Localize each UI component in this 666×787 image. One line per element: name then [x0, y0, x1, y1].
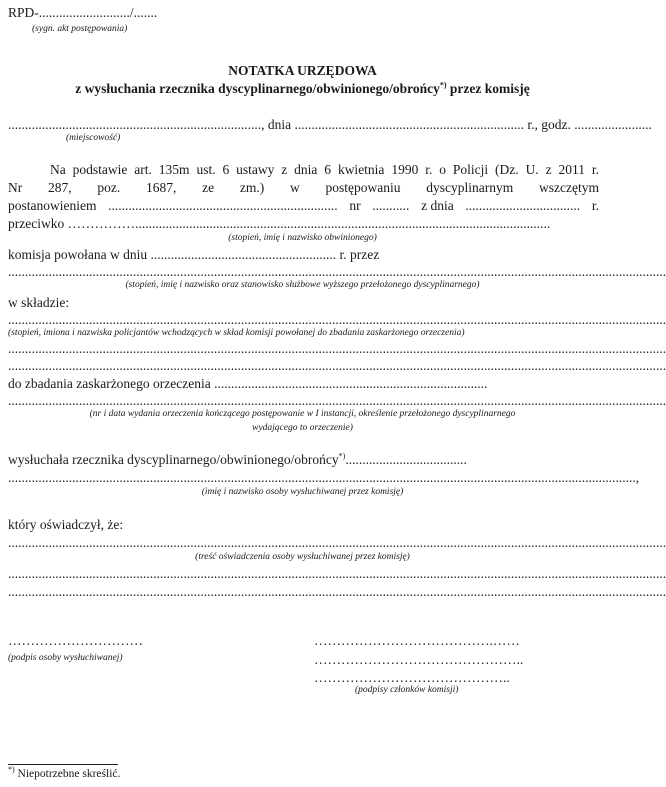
composition-dotline-1: ................................................................................................................................................................................................... — [8, 312, 666, 327]
subtitle-footnote-mark: *) — [439, 80, 447, 90]
time-dots: ...................... — [574, 117, 649, 132]
p1-word: 1990 — [391, 162, 419, 177]
case-dots-1: ........................... — [38, 5, 130, 20]
paragraph-line-3 — [8, 199, 599, 213]
case-slash: / — [129, 5, 134, 20]
statement-dotline-2: ................................................................................................................................................................................................... — [8, 566, 666, 581]
p2-word: 287, — [48, 180, 72, 195]
p2-word: 1687, — [146, 180, 177, 195]
signature-member-2-dots: ……………………………………….. — [314, 652, 524, 667]
place-dots: ........................................................................... — [8, 117, 262, 132]
footnote-mark: *) — [8, 765, 15, 775]
signature-heard-dots: ………………………… — [8, 633, 143, 648]
subtitle-suffix: przez komisję — [449, 81, 530, 96]
ruling-line — [8, 377, 488, 391]
composition-dotline-3: ................................................................................................................................................................................................... — [8, 358, 666, 373]
p1-word: podstawie — [72, 162, 128, 177]
ruling-dotline: ................................................................................................................................................................................................... — [8, 393, 666, 408]
signature-members-caption: (podpisy członków komisji) — [355, 685, 459, 695]
case-dots-2: ....... — [133, 5, 158, 20]
p1-word: dnia — [294, 162, 318, 177]
footnote — [8, 765, 121, 781]
heard-cont-dots: .......................................................................................................................................................................................... — [8, 470, 636, 485]
p1-word: 2011 — [558, 162, 585, 177]
decision-date-label: z dnia — [421, 198, 454, 213]
signature-heard-caption: (podpis osoby wysłuchiwanej) — [8, 653, 123, 663]
p1-word: kwietnia — [337, 162, 385, 177]
heard-dots: .................................... — [345, 452, 467, 467]
superior-caption: (stopień, imię i nazwisko oraz stanowisko służbowe wyższego przełożonego dyscyplinarnego) — [125, 280, 480, 290]
time-end-dot: . — [648, 117, 652, 132]
committee-label: komisja powołana w dniu — [8, 247, 148, 262]
p2-word: ze — [202, 180, 215, 195]
paragraph-line-2 — [8, 181, 599, 195]
p1-word: z — [545, 162, 552, 177]
heard-caption: (imię i nazwisko osoby wysłuchiwanej przez komisję) — [201, 487, 404, 497]
document-title: NOTATKA URZĘDOWA — [228, 63, 377, 78]
p1-word: r. — [591, 162, 599, 177]
p1-word: 135m — [158, 162, 190, 177]
p2-word: postępowaniu — [325, 180, 401, 195]
against-dots-2: ........................................................................................................................... — [135, 216, 551, 231]
ruling-label: do zbadania zaskarżonego orzeczenia — [8, 376, 211, 391]
place-date-line — [8, 117, 652, 132]
time-label: r., godz. — [527, 117, 571, 132]
against-dots: …………… — [67, 216, 136, 231]
decision-number-dots: ........... — [372, 198, 410, 213]
paragraph-line-4 — [8, 217, 550, 231]
against-label: przeciwko — [8, 216, 65, 231]
statement-label: który oświadczył, że: — [8, 517, 124, 532]
p1-word: Na — [50, 162, 66, 177]
p2-word: poz. — [97, 180, 121, 195]
heard-dotline — [8, 470, 640, 485]
ruling-caption-line-2: wydającego to orzeczenie) — [252, 423, 353, 433]
p1-word: art. — [134, 162, 152, 177]
heard-footnote-mark: *) — [338, 451, 346, 461]
p2-word: dyscyplinarnym — [426, 180, 514, 195]
p1-word: o — [439, 162, 446, 177]
document-subtitle — [0, 82, 605, 96]
case-prefix: RPD- — [8, 5, 39, 20]
p1-word: U. — [525, 162, 539, 177]
decision-date-dots: .................................. — [465, 198, 581, 213]
p2-word: Nr — [8, 180, 23, 195]
accused-caption: (stopień, imię i nazwisko obwinionego) — [228, 233, 377, 243]
p1-word: (Dz. — [495, 162, 519, 177]
composition-label: w składzie: — [8, 295, 70, 310]
date-dots: .................................................................... — [294, 117, 524, 132]
decision-number-label: nr — [349, 198, 361, 213]
decision-r-label: r. — [591, 198, 599, 213]
p1-word: 6 — [324, 162, 332, 177]
statement-caption: (treść oświadczenia osoby wysłuchiwanej przez komisję) — [195, 552, 410, 562]
p1-word: z — [281, 162, 288, 177]
committee-by-label: r. przez — [339, 247, 380, 262]
subtitle-text: z wysłuchania rzecznika dyscyplinarnego/obwinionego/obrońcy — [75, 81, 440, 96]
heard-label: wysłuchała rzecznika dyscyplinarnego/obwinionego/obrońcy — [8, 452, 339, 467]
statement-dotline-3: ................................................................................................................................................................................................... — [8, 584, 666, 599]
superior-dotline: ................................................................................................................................................................................................... — [8, 264, 666, 279]
p2-word: zm.) — [239, 180, 265, 195]
composition-dotline-2: ................................................................................................................................................................................................... — [8, 341, 666, 356]
committee-line — [8, 248, 379, 262]
decision-label: postanowieniem — [8, 198, 97, 213]
heard-cont-comma: , — [635, 470, 640, 485]
p1-word: ustawy — [236, 162, 275, 177]
signature-member-1-dots: ………………………………….…… — [314, 633, 520, 648]
ruling-caption-line-1: (nr i data wydania orzeczenia kończącego postępowanie w I instancji, określenie przełożonego dyscyplinarnego — [89, 409, 516, 419]
p2-word: w — [289, 180, 300, 195]
footnote-text: Niepotrzebne skreślić. — [17, 768, 121, 780]
p2-word: wszczętym — [538, 180, 599, 195]
heard-line — [8, 453, 467, 467]
paragraph-line-1 — [50, 163, 599, 177]
case-reference-caption: (sygn. akt postępowania) — [32, 24, 128, 34]
p1-word: Policji — [452, 162, 489, 177]
footnote-divider — [8, 764, 118, 765]
decision-dots: .................................................................... — [108, 198, 338, 213]
statement-dotline-1: ................................................................................................................................................................................................... — [8, 535, 666, 550]
p1-word: r. — [425, 162, 433, 177]
place-caption: (miejscowość) — [66, 133, 121, 143]
p1-word: 6 — [222, 162, 230, 177]
committee-date-dots: ....................................................... — [150, 247, 337, 262]
place-dnia-label: , dnia — [261, 117, 292, 132]
composition-caption: (stopień, imiona i nazwiska policjantów wchodzących w skład komisji powołanej do zbadania zaskarżonego orzeczenia) — [8, 328, 465, 338]
case-reference — [8, 6, 157, 20]
p1-word: ust. — [196, 162, 216, 177]
ruling-dots: ................................................................................. — [214, 376, 488, 391]
signature-member-3-dots: …………………………………….. — [314, 670, 510, 685]
